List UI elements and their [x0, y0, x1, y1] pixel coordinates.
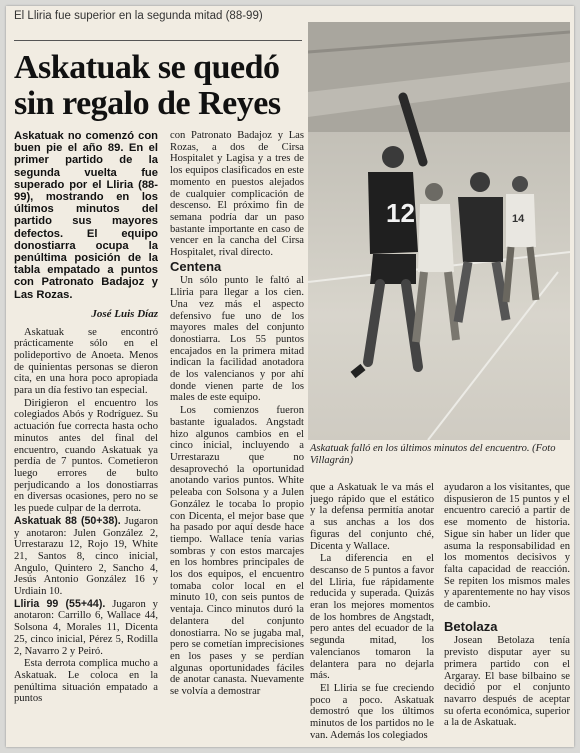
- kicker-rule: [14, 40, 302, 41]
- player-12: [353, 97, 423, 375]
- subhead-centena: Centena: [170, 258, 222, 274]
- kicker: El Lliria fue superior en la segunda mitad (88-99): [14, 10, 263, 22]
- byline: José Luis Díaz: [91, 307, 158, 320]
- player-white: [416, 183, 456, 342]
- score-askatuak: [14, 516, 158, 598]
- score-lliria: [14, 599, 158, 658]
- score-lliria-head: Lliria 99 (55+44).: [14, 597, 106, 610]
- player-14: [506, 176, 536, 302]
- jersey-number-14: 14: [512, 213, 525, 225]
- basketball-photo: [308, 22, 570, 440]
- body-paragraph: que a Askatuak le va más el juego rápido que el estático y la defensa permitía anotar a sus anchas a los dos figuras del conjunto ché, Dicenta y Wallace.: [310, 482, 434, 552]
- column-1: [14, 130, 158, 744]
- player-dark-right: [458, 172, 506, 322]
- body-paragraph: Josean Betolaza tenía previsto disputar ayer su primera partido con el Argaray. El base bilbaino se decidió por el conjunto navarro después de aceptar su oferta económica, superior a la de Askatuak.: [444, 635, 570, 729]
- photo-caption: Askatuak falló en los últimos minutos del encuentro. (Foto Villagrán): [310, 443, 556, 466]
- subhead-betolaza: Betolaza: [444, 618, 498, 634]
- score-askatuak-text: Jugaron y anotaron: Julen González 2, Urrestarazu 12, Rojo 19, White 21, Santos 8, cinco inicial, Angulo, Quintero 2, Sancho 4, Jesús Antonio González 16 y Urdiain 10.: [14, 515, 158, 598]
- column-4: [444, 482, 570, 744]
- column-3: [310, 482, 434, 744]
- jersey-number-12: 12: [386, 198, 415, 228]
- column-2: [170, 130, 304, 744]
- score-lliria-text: Jugaron y anotaron: Carrillo 6, Wallace 44, Solsona 4, Morales 11, Dicenta 25, cinco inicial, Pérez 5, Rodilla 2, Navarro 2 y Peiró.: [14, 598, 158, 657]
- headline: Askatuak se quedó sin regalo de Reyes: [14, 49, 281, 122]
- body-paragraph: El Lliria se fue creciendo poco a poco. Askatuak demostró que los últimos minutos de los partidos no le van. Además los colegiados: [310, 682, 434, 741]
- body-paragraph: Dirigieron el encuentro los colegiados Abós y Rodríguez. Su actuación fue correcta hasta ocho minutos antes del final del encuentro, cuando Askatuak ya perdía de 7 puntos. Cometieron luego errores de bulto perjudicando a los donostiarras en diversas ocasiones, pero no se les puede culpar de la derrota.: [14, 397, 158, 515]
- body-paragraph: La diferencia en el descanso de 5 puntos a favor del Lliria, fue rápidamente reducida y superada. Quizás eran los mejores momentos de los hombres de Angstadt, pero antes del ecuador de la segunda mitad, los valencianos tomaron la delantera para no dejarla más.: [310, 553, 434, 682]
- body-paragraph: Un sólo punto le faltó al Lliria para llegar a los cien. Una vez más el aspecto defensivo fue uno de los mayores males del conjunto donostiarra. Los 55 puntos encajados en la primera mitad indican la facilidad anotadora de los valencianos y por ahí donde vienen parte de los males de este equipo.: [170, 275, 304, 404]
- body-paragraph: con Patronato Badajoz y Las Rozas, a dos de Cirsa Hospitalet y Lagisa y a tres de los equipos clasificados en este momento en puestos alejados de cualquier complicación de descenso. El próximo fin de semana podría dar un paso bastante importante en caso de vencer en la cancha del Cirsa Hospitalet, rival directo.: [170, 130, 304, 259]
- body-paragraph: ayudaron a los visitantes, que dispusieron de 15 puntos y el encuentro careció a partir de ese momento de historia. Sigue sin haber un líder que asuma la responsabilidad en los momentos decisivos y falta capacidad de reacción. Se repiten los mismos males y aparentemente no hay visos de cambio.: [444, 482, 570, 611]
- body-paragraph: Esta derrota complica mucho a Askatuak. Le coloca en la penúltima situación empatado a puntos: [14, 658, 158, 705]
- body-paragraph: Askatuak se encontró prácticamente sólo en el polideportivo de Anoeta. Menos de quinientas personas se dieron cita, en una hora poco apropiada para un día festivo tan especial.: [14, 326, 158, 397]
- body-paragraph: Los comienzos fueron bastante igualados. Angstadt hizo algunos cambios en el cinco inicial, incluyendo a Urrestarazu que no desaprovechó la oportunidad anotando varios puntos. White peleaba con Solsona y a Julen González le tocaba lo propio con Dicenta, el mejor base que ha pasado por aquí desde hace tiempo. Wallace tenía varias sombras y con estos marcajes en los hombres principales de los dos equipos, el encuentro tomaba color local en el minuto 10, con seis puntos de ventaja. Cinco minutos duró la delantera del conjunto donostiarra. No se jugaba mal, pero se cometían imprecisiones en los pases y se perdían algunas oportunidades fáciles de anotar canasta. Nuevamente se volvía a demostrar: [170, 405, 304, 698]
- score-askatuak-head: Askatuak 88 (50+38).: [14, 514, 121, 527]
- lead-paragraph: Askatuak no comenzó con buen pie el año 89. En el primer partido de la segunda vuelta fue superado por el Lliria (88-99), mostrando en los últimos minutos del partido sus mayores defectos. El equipo donostiarra ocupa la penúltima posición de la tabla empatado a puntos con Patronato Badajoz y Las Rozas.: [14, 130, 158, 301]
- newspaper-clipping: [6, 6, 574, 747]
